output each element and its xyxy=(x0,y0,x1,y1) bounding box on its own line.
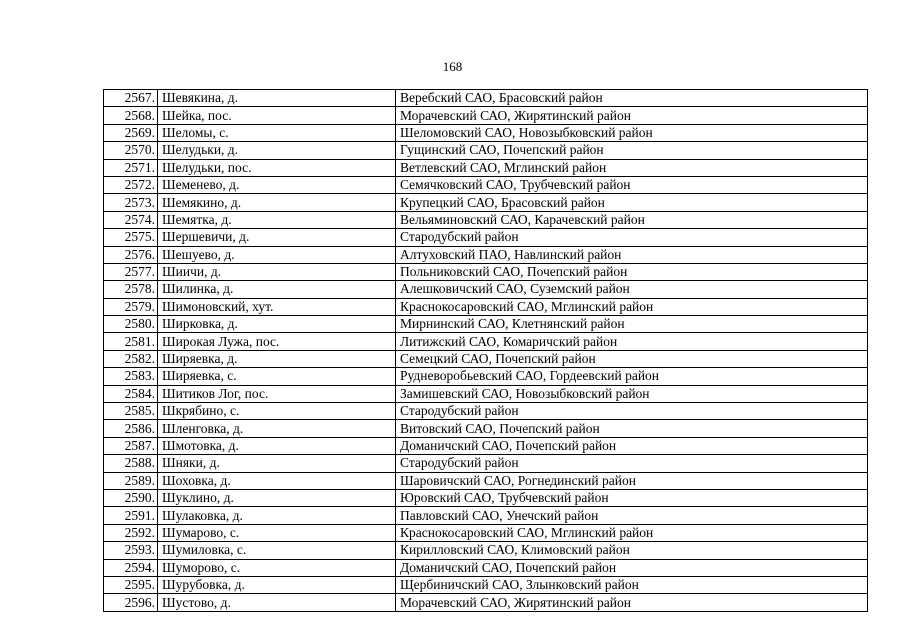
row-number-cell: 2572. xyxy=(104,176,158,193)
row-number-cell: 2590. xyxy=(104,489,158,506)
settlement-name-cell: Шитиков Лог, пос. xyxy=(158,385,396,402)
table-row xyxy=(104,524,868,541)
table-row xyxy=(104,507,868,524)
row-number-cell: 2568. xyxy=(104,107,158,124)
row-number-cell: 2588. xyxy=(104,455,158,472)
table-row xyxy=(104,211,868,228)
table-row xyxy=(104,455,868,472)
settlement-name-cell: Шеломы, с. xyxy=(158,124,396,141)
settlement-name-cell: Шемякино, д. xyxy=(158,194,396,211)
row-number-cell: 2583. xyxy=(104,368,158,385)
administrative-area-cell: Юровский САО, Трубчевский район xyxy=(396,489,868,506)
administrative-area-cell: Краснокосаровский САО, Мглинский район xyxy=(396,298,868,315)
row-number-cell: 2578. xyxy=(104,281,158,298)
row-number-cell: 2579. xyxy=(104,298,158,315)
administrative-area-cell: Морачевский САО, Жирятинский район xyxy=(396,594,868,611)
administrative-area-cell: Семецкий САО, Почепский район xyxy=(396,350,868,367)
table-row xyxy=(104,281,868,298)
row-number-cell: 2587. xyxy=(104,437,158,454)
settlement-name-cell: Шурубовка, д. xyxy=(158,576,396,593)
administrative-area-cell: Польниковский САО, Почепский район xyxy=(396,263,868,280)
settlement-name-cell: Шмотовка, д. xyxy=(158,437,396,454)
row-number-cell: 2581. xyxy=(104,333,158,350)
administrative-area-cell: Литижский САО, Комаричский район xyxy=(396,333,868,350)
administrative-area-cell: Стародубский район xyxy=(396,229,868,246)
row-number-cell: 2574. xyxy=(104,211,158,228)
table-body xyxy=(104,90,868,612)
row-number-cell: 2591. xyxy=(104,507,158,524)
settlement-name-cell: Шуморово, с. xyxy=(158,559,396,576)
administrative-area-cell: Семячковский САО, Трубчевский район xyxy=(396,176,868,193)
table-row xyxy=(104,298,868,315)
row-number-cell: 2580. xyxy=(104,316,158,333)
row-number-cell: 2577. xyxy=(104,263,158,280)
settlement-name-cell: Шкрябино, с. xyxy=(158,403,396,420)
administrative-area-cell: Доманичский САО, Почепский район xyxy=(396,437,868,454)
administrative-area-cell: Алтуховский ПАО, Навлинский район xyxy=(396,246,868,263)
settlement-name-cell: Шумарово, с. xyxy=(158,524,396,541)
administrative-area-cell: Шеломовский САО, Новозыбковский район xyxy=(396,124,868,141)
row-number-cell: 2573. xyxy=(104,194,158,211)
administrative-area-cell: Щербиничский САО, Злынковский район xyxy=(396,576,868,593)
settlement-name-cell: Ширковка, д. xyxy=(158,316,396,333)
table-row xyxy=(104,437,868,454)
table-row xyxy=(104,559,868,576)
settlement-name-cell: Шеменево, д. xyxy=(158,176,396,193)
settlement-name-cell: Шустово, д. xyxy=(158,594,396,611)
row-number-cell: 2594. xyxy=(104,559,158,576)
table-row xyxy=(104,403,868,420)
table-row xyxy=(104,472,868,489)
settlement-name-cell: Шелудьки, пос. xyxy=(158,159,396,176)
settlement-name-cell: Шуклино, д. xyxy=(158,489,396,506)
row-number-cell: 2596. xyxy=(104,594,158,611)
table-row xyxy=(104,333,868,350)
table-row xyxy=(104,124,868,141)
table-row xyxy=(104,576,868,593)
administrative-area-cell: Крупецкий САО, Брасовский район xyxy=(396,194,868,211)
row-number-cell: 2567. xyxy=(104,90,158,107)
row-number-cell: 2586. xyxy=(104,420,158,437)
settlement-name-cell: Ширяевка, с. xyxy=(158,368,396,385)
settlement-name-cell: Шейка, пос. xyxy=(158,107,396,124)
settlement-name-cell: Шемятка, д. xyxy=(158,211,396,228)
administrative-area-cell: Веребский САО, Брасовский район xyxy=(396,90,868,107)
table-row xyxy=(104,594,868,611)
administrative-area-cell: Краснокосаровский САО, Мглинский район xyxy=(396,524,868,541)
settlement-name-cell: Ширяевка, д. xyxy=(158,350,396,367)
row-number-cell: 2582. xyxy=(104,350,158,367)
table-row xyxy=(104,159,868,176)
table-row xyxy=(104,542,868,559)
table-row xyxy=(104,368,868,385)
settlement-name-cell: Шевякина, д. xyxy=(158,90,396,107)
table-row xyxy=(104,107,868,124)
row-number-cell: 2569. xyxy=(104,124,158,141)
row-number-cell: 2589. xyxy=(104,472,158,489)
table-row xyxy=(104,176,868,193)
settlement-name-cell: Шелудьки, д. xyxy=(158,142,396,159)
administrative-area-cell: Алешковичский САО, Суземский район xyxy=(396,281,868,298)
administrative-area-cell: Доманичский САО, Почепский район xyxy=(396,559,868,576)
row-number-cell: 2571. xyxy=(104,159,158,176)
settlement-name-cell: Шулаковка, д. xyxy=(158,507,396,524)
table-row xyxy=(104,420,868,437)
page-number: 168 xyxy=(442,59,463,74)
administrative-area-cell: Вельяминовский САО, Карачевский район xyxy=(396,211,868,228)
settlement-name-cell: Широкая Лужа, пос. xyxy=(158,333,396,350)
administrative-area-cell: Витовский САО, Почепский район xyxy=(396,420,868,437)
row-number-cell: 2592. xyxy=(104,524,158,541)
administrative-area-cell: Кирилловский САО, Климовский район xyxy=(396,542,868,559)
row-number-cell: 2570. xyxy=(104,142,158,159)
settlement-name-cell: Шумиловка, с. xyxy=(158,542,396,559)
administrative-area-cell: Павловский САО, Унечский район xyxy=(396,507,868,524)
administrative-area-cell: Ветлевский САО, Мглинский район xyxy=(396,159,868,176)
row-number-cell: 2595. xyxy=(104,576,158,593)
table-row xyxy=(104,385,868,402)
table-row xyxy=(104,246,868,263)
table-row xyxy=(104,229,868,246)
table-row xyxy=(104,350,868,367)
row-number-cell: 2585. xyxy=(104,403,158,420)
administrative-area-cell: Стародубский район xyxy=(396,403,868,420)
settlement-name-cell: Шленговка, д. xyxy=(158,420,396,437)
row-number-cell: 2576. xyxy=(104,246,158,263)
settlement-name-cell: Шиичи, д. xyxy=(158,263,396,280)
administrative-area-cell: Замишевский САО, Новозыбковский район xyxy=(396,385,868,402)
table-row xyxy=(104,489,868,506)
administrative-area-cell: Морачевский САО, Жирятинский район xyxy=(396,107,868,124)
settlement-name-cell: Шняки, д. xyxy=(158,455,396,472)
administrative-area-cell: Стародубский район xyxy=(396,455,868,472)
row-number-cell: 2575. xyxy=(104,229,158,246)
administrative-area-cell: Шаровичский САО, Рогнединский район xyxy=(396,472,868,489)
settlement-name-cell: Шимоновский, хут. xyxy=(158,298,396,315)
table-row xyxy=(104,90,868,107)
settlement-name-cell: Шилинка, д. xyxy=(158,281,396,298)
row-number-cell: 2584. xyxy=(104,385,158,402)
settlement-name-cell: Шешуево, д. xyxy=(158,246,396,263)
settlements-table xyxy=(103,89,868,612)
administrative-area-cell: Гущинский САО, Почепский район xyxy=(396,142,868,159)
row-number-cell: 2593. xyxy=(104,542,158,559)
settlement-name-cell: Шершевичи, д. xyxy=(158,229,396,246)
table-row xyxy=(104,316,868,333)
settlement-name-cell: Шоховка, д. xyxy=(158,472,396,489)
table-row xyxy=(104,194,868,211)
administrative-area-cell: Мирнинский САО, Клетнянский район xyxy=(396,316,868,333)
table-row xyxy=(104,142,868,159)
table-row xyxy=(104,263,868,280)
administrative-area-cell: Рудневоробьевский САО, Гордеевский район xyxy=(396,368,868,385)
